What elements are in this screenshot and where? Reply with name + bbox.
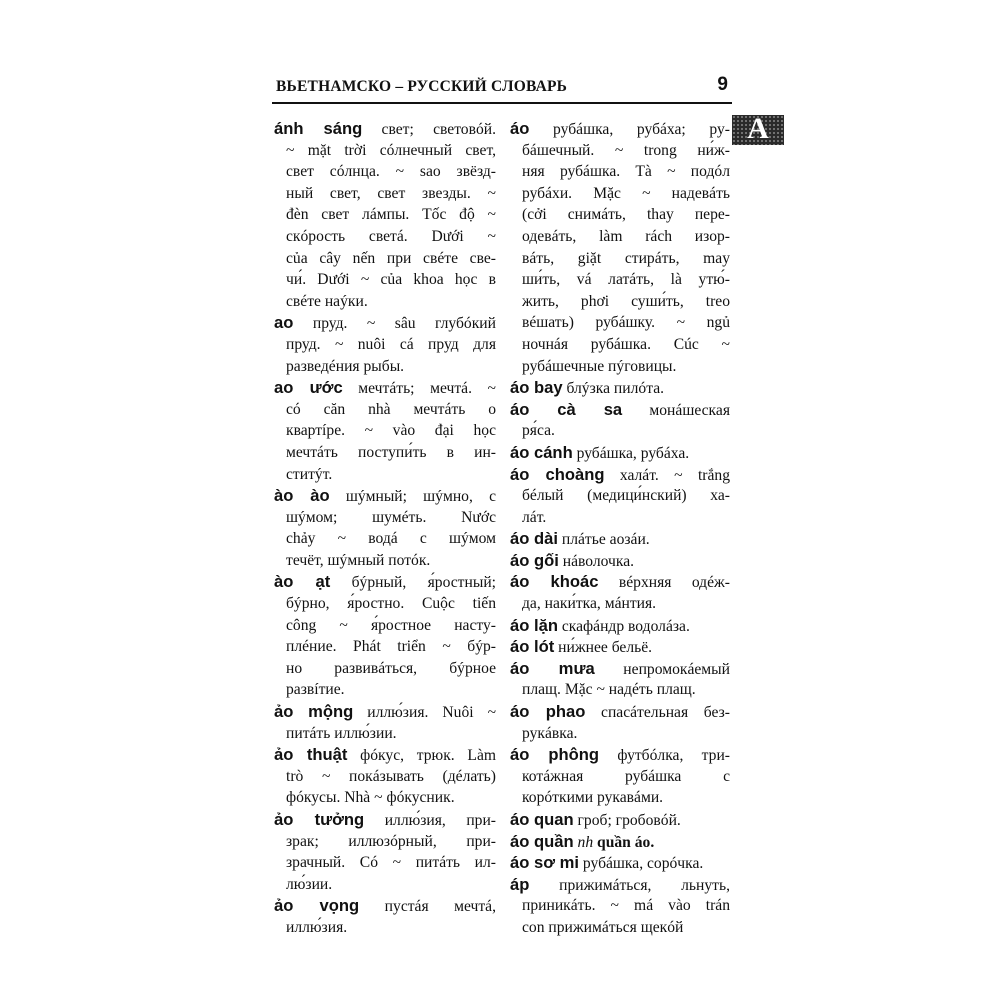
entry-first-line bbox=[510, 831, 730, 853]
headword: ảo mộng bbox=[274, 702, 354, 722]
headword: ào ạt bbox=[274, 572, 331, 592]
entry-continuation-line bbox=[510, 507, 730, 529]
entry-first-line bbox=[510, 464, 730, 486]
entry-continuation-line bbox=[274, 528, 496, 550]
entry-continuation-line bbox=[510, 723, 730, 745]
headword: áo phao bbox=[510, 702, 586, 722]
definition-text: няя рубáшка. Tà ~ подóл bbox=[522, 163, 730, 181]
definition-text: (cởi снимáть, thay пере- bbox=[522, 206, 730, 224]
entry-first-line bbox=[510, 118, 730, 140]
definition-text: фóкусы. Nhà ~ фóкусник. bbox=[286, 789, 455, 807]
entry-continuation-line bbox=[510, 291, 730, 313]
headword: ánh sáng bbox=[274, 119, 363, 138]
headword: áp bbox=[510, 874, 530, 894]
definition-text: монáшеская bbox=[649, 401, 730, 419]
entry-continuation-line bbox=[274, 636, 496, 658]
dictionary-entry bbox=[510, 744, 730, 809]
entry-continuation-line bbox=[510, 204, 730, 226]
definition-text: nh quần áo. bbox=[577, 833, 655, 851]
entry-continuation-line bbox=[510, 312, 730, 334]
entry-first-line bbox=[510, 442, 730, 464]
entry-continuation-line bbox=[274, 723, 496, 745]
entry-continuation-line bbox=[274, 269, 496, 291]
headword: áo bbox=[510, 119, 530, 138]
headword: áo sơ mi bbox=[510, 853, 579, 873]
entry-continuation-line bbox=[274, 593, 496, 615]
definition-text: чи́. Dưới ~ của khoa học в bbox=[286, 271, 496, 289]
headword: áo phông bbox=[510, 745, 600, 765]
entry-continuation-line bbox=[274, 787, 496, 809]
dictionary-entry bbox=[510, 701, 730, 744]
definition-text: но развивáться, бýрное bbox=[286, 659, 496, 677]
headword: áo khoác bbox=[510, 572, 599, 592]
definition-text: вéшать) рубáшку. ~ ngủ bbox=[522, 314, 730, 332]
definition-text: мечтáть поступи́ть в ин- bbox=[286, 443, 496, 461]
definition-text: бáшечный. ~ trong ни́ж- bbox=[522, 141, 730, 159]
entry-first-line bbox=[510, 571, 730, 593]
entry-continuation-line bbox=[510, 248, 730, 270]
entry-continuation-line bbox=[274, 183, 496, 205]
entry-continuation-line bbox=[510, 787, 730, 809]
entry-continuation-line bbox=[274, 226, 496, 248]
entry-continuation-line bbox=[274, 161, 496, 183]
dictionary-entry bbox=[510, 118, 730, 377]
definition-text: лáт. bbox=[522, 508, 547, 526]
entry-continuation-line bbox=[274, 874, 496, 896]
definition-text: спасáтельная без- bbox=[601, 704, 730, 722]
definition-text: плéние. Phát triển ~ бýр- bbox=[286, 638, 496, 656]
dictionary-title: ВЬЕТНАМСКО – РУССКИЙ СЛОВАРЬ bbox=[276, 78, 568, 95]
headword: áo quan bbox=[510, 810, 574, 829]
entry-continuation-line bbox=[274, 507, 496, 529]
definition-text: скóрость светá. Dưới ~ bbox=[286, 227, 496, 245]
dictionary-entry bbox=[510, 377, 730, 399]
definition-text: приникáть. ~ má vào trán bbox=[522, 897, 730, 915]
entry-first-line bbox=[510, 809, 730, 831]
definition-text: рубáшка, сорóчка. bbox=[582, 855, 704, 873]
entry-first-line bbox=[510, 399, 730, 421]
entry-first-line bbox=[274, 377, 496, 399]
entry-continuation-line bbox=[274, 291, 496, 313]
entry-continuation-line bbox=[510, 140, 730, 162]
headword: ảo tưởng bbox=[274, 810, 365, 829]
definition-text: иллю́зия. Nuôi ~ bbox=[367, 704, 496, 722]
definition-text: непромокáемый bbox=[623, 660, 730, 678]
definition-text: развíтие. bbox=[286, 681, 345, 699]
definition-text: ни́жнее бельё. bbox=[558, 639, 653, 657]
entry-continuation-line bbox=[274, 420, 496, 442]
dictionary-entry bbox=[510, 528, 730, 550]
entry-first-line bbox=[510, 744, 730, 766]
running-header bbox=[272, 76, 732, 104]
definition-text: của cây nến при свéте све- bbox=[286, 249, 496, 267]
definition-text: бéлый (медици́нский) ха- bbox=[522, 487, 730, 505]
definition-text: квартíре. ~ vào đại học bbox=[286, 422, 496, 440]
definition-text: con прижимáться щекóй bbox=[522, 918, 684, 936]
definition-text: жить, phơi суши́ть, treo bbox=[522, 292, 730, 310]
entry-continuation-line bbox=[274, 140, 496, 162]
headword: áo mưa bbox=[510, 658, 595, 678]
headword: ao bbox=[274, 313, 294, 333]
entry-continuation-line bbox=[510, 485, 730, 507]
entry-continuation-line bbox=[274, 356, 496, 378]
definition-text: халáт. ~ trắng bbox=[619, 466, 730, 484]
entry-continuation-line bbox=[274, 852, 496, 874]
definition-text: пустáя мечтá, bbox=[384, 898, 496, 916]
dictionary-entry bbox=[274, 571, 496, 701]
entry-continuation-line bbox=[274, 658, 496, 680]
headword: ào ào bbox=[274, 486, 330, 506]
definition-text: футбóлка, три- bbox=[617, 747, 730, 765]
entry-continuation-line bbox=[274, 550, 496, 572]
definition-text: ночнáя рубáшка. Cúc ~ bbox=[522, 335, 730, 353]
definition-text: корóткими рукавáми. bbox=[522, 789, 664, 807]
entry-continuation-line bbox=[274, 399, 496, 421]
entry-continuation-line bbox=[510, 226, 730, 248]
headword: áo lót bbox=[510, 637, 555, 657]
entry-first-line bbox=[274, 571, 496, 593]
entry-first-line bbox=[510, 377, 730, 399]
dictionary-entry bbox=[274, 118, 496, 312]
definition-text: шýмом; шумéть. Nước bbox=[286, 508, 496, 526]
headword: ảo vọng bbox=[274, 896, 360, 916]
entry-continuation-line bbox=[510, 895, 730, 917]
entry-first-line bbox=[274, 809, 496, 831]
headword: áo cánh bbox=[510, 442, 573, 462]
definition-text: бýрно, я́ростно. Cuộc tiến bbox=[286, 595, 496, 613]
definition-text: зрак; иллюзóрный, при- bbox=[286, 832, 496, 850]
definition-text: ный свет, свет звезды. ~ bbox=[286, 184, 496, 202]
entry-continuation-line bbox=[274, 464, 496, 486]
dictionary-entry bbox=[510, 874, 730, 939]
entry-first-line bbox=[274, 118, 496, 140]
definition-text: trò ~ покáзывать (дéлать) bbox=[286, 767, 496, 785]
section-letter-tab bbox=[732, 112, 784, 145]
definition-text: рукáвка. bbox=[522, 724, 578, 742]
entry-continuation-line bbox=[274, 679, 496, 701]
definition-text: рубáшечные пýговицы. bbox=[522, 357, 677, 375]
entry-first-line bbox=[510, 874, 730, 896]
entry-first-line bbox=[274, 895, 496, 917]
entry-continuation-line bbox=[510, 679, 730, 701]
definition-text: да, наки́тка, мáнтия. bbox=[522, 595, 657, 613]
entry-continuation-line bbox=[510, 183, 730, 205]
definition-text: ря́са. bbox=[522, 422, 555, 440]
entry-continuation-line bbox=[274, 204, 496, 226]
definition-text: пруд. ~ nuôi cá пруд для bbox=[286, 335, 496, 353]
entry-first-line bbox=[274, 701, 496, 723]
dictionary-entry bbox=[274, 312, 496, 377]
dictionary-entry bbox=[510, 636, 730, 658]
headword: áo lặn bbox=[510, 615, 558, 635]
definition-text: скафáндр водолáза. bbox=[561, 617, 690, 635]
definition-text: прижимáться, льнуть, bbox=[559, 876, 730, 894]
entry-continuation-line bbox=[510, 161, 730, 183]
dictionary-entry bbox=[510, 399, 730, 442]
definition-text: нáволочка. bbox=[562, 552, 635, 570]
definition-text: одевáть, làm rách изор- bbox=[522, 227, 730, 245]
entry-first-line bbox=[510, 658, 730, 680]
definition-text: лю́зии. bbox=[286, 875, 333, 893]
dictionary-entry bbox=[510, 615, 730, 637]
definition-text: котáжная рубáшка с bbox=[522, 767, 730, 785]
definition-text: ~ mặt trời сóлнечный свет, bbox=[286, 141, 496, 159]
definition-text: рубáшка, рубáха; ру- bbox=[553, 121, 730, 138]
entry-continuation-line bbox=[274, 334, 496, 356]
definition-text: шýмный; шýмно, с bbox=[345, 488, 496, 506]
definition-text: chảy ~ водá с шýмом bbox=[286, 530, 496, 548]
entry-first-line bbox=[510, 528, 730, 550]
entry-continuation-line bbox=[510, 269, 730, 291]
dictionary-entry bbox=[510, 442, 730, 464]
right-column bbox=[510, 118, 730, 939]
left-column bbox=[274, 118, 496, 939]
section-letter: A bbox=[747, 112, 769, 145]
entry-continuation-line bbox=[510, 420, 730, 442]
entry-continuation-line bbox=[274, 917, 496, 939]
definition-text: đèn свет лáмпы. Tốc độ ~ bbox=[286, 206, 496, 224]
headword: áo dài bbox=[510, 529, 558, 549]
definition-text: ститýт. bbox=[286, 465, 333, 483]
definition-text: свéте наýки. bbox=[286, 292, 368, 310]
definition-text: зрачный. Có ~ питáть ил- bbox=[286, 854, 496, 872]
definition-text: вéрхняя одéж- bbox=[618, 574, 730, 592]
dictionary-entry bbox=[510, 852, 730, 874]
headword: áo quần bbox=[510, 831, 574, 851]
entry-continuation-line bbox=[274, 615, 496, 637]
definition-text: блýзка пилóта. bbox=[566, 380, 665, 398]
definition-text: плащ. Mặc ~ надéть плащ. bbox=[522, 681, 696, 699]
dictionary-entry bbox=[274, 744, 496, 809]
entry-first-line bbox=[510, 615, 730, 637]
entry-first-line bbox=[510, 636, 730, 658]
entry-first-line bbox=[510, 550, 730, 572]
dictionary-entry bbox=[274, 485, 496, 571]
definition-text: течёт, шýмный потóк. bbox=[286, 551, 431, 569]
dictionary-entry bbox=[510, 464, 730, 529]
dictionary-entry bbox=[274, 895, 496, 938]
definition-text: рубáхи. Mặc ~ надевáть bbox=[522, 184, 730, 202]
definition-text: có căn nhà мечтáть о bbox=[286, 400, 496, 418]
dictionary-entry bbox=[510, 550, 730, 572]
dictionary-entry bbox=[510, 571, 730, 614]
headword: áo bay bbox=[510, 378, 563, 398]
dictionary-entry bbox=[510, 809, 730, 831]
entry-first-line bbox=[274, 744, 496, 766]
entry-continuation-line bbox=[510, 593, 730, 615]
entry-continuation-line bbox=[274, 831, 496, 853]
entry-continuation-line bbox=[274, 248, 496, 270]
definition-text: фóкус, трюк. Làm bbox=[360, 747, 496, 765]
dictionary-entry bbox=[510, 831, 730, 853]
entry-continuation-line bbox=[510, 917, 730, 939]
entry-continuation-line bbox=[510, 334, 730, 356]
definition-text: бýрный, я́ростный; bbox=[351, 574, 496, 592]
entry-continuation-line bbox=[510, 356, 730, 378]
headword: ao ước bbox=[274, 378, 343, 398]
headword: áo choàng bbox=[510, 464, 605, 484]
definition-text: пруд. ~ sâu глубóкий bbox=[312, 315, 496, 333]
definition-text: разведéния рыбы. bbox=[286, 357, 405, 375]
definition-text: вáть, giặt стирáть, may bbox=[522, 249, 730, 267]
entry-first-line bbox=[510, 852, 730, 874]
definition-text: иллю́зия, при- bbox=[384, 812, 496, 829]
definition-text: плáтье аозáи. bbox=[561, 531, 650, 549]
definition-text: свет; световóй. bbox=[381, 121, 496, 138]
entry-first-line bbox=[510, 701, 730, 723]
headword: áo gối bbox=[510, 550, 559, 570]
dictionary-entry bbox=[510, 658, 730, 701]
definition-text: мечтáть; мечтá. ~ bbox=[358, 380, 496, 398]
entry-continuation-line bbox=[274, 442, 496, 464]
definition-text: питáть иллю́зии. bbox=[286, 724, 397, 742]
definition-text: рубáшка, рубáха. bbox=[576, 444, 690, 462]
dictionary-entry bbox=[274, 809, 496, 895]
definition-text: công ~ я́ростное насту- bbox=[286, 616, 496, 634]
entry-continuation-line bbox=[510, 766, 730, 788]
headword: áo cà sa bbox=[510, 399, 623, 419]
entry-first-line bbox=[274, 312, 496, 334]
dictionary-entry bbox=[274, 377, 496, 485]
definition-text: свет сóлнца. ~ sao звёзд- bbox=[286, 163, 496, 181]
entry-continuation-line bbox=[274, 766, 496, 788]
headword: ảo thuật bbox=[274, 745, 348, 765]
page-number: 9 bbox=[717, 74, 728, 95]
definition-text: ши́ть, vá латáть, là утю́- bbox=[522, 271, 730, 289]
entry-first-line bbox=[274, 485, 496, 507]
definition-text: гроб; гробовóй. bbox=[577, 812, 681, 829]
definition-text: иллю́зия. bbox=[286, 918, 348, 936]
dictionary-entry bbox=[274, 701, 496, 744]
